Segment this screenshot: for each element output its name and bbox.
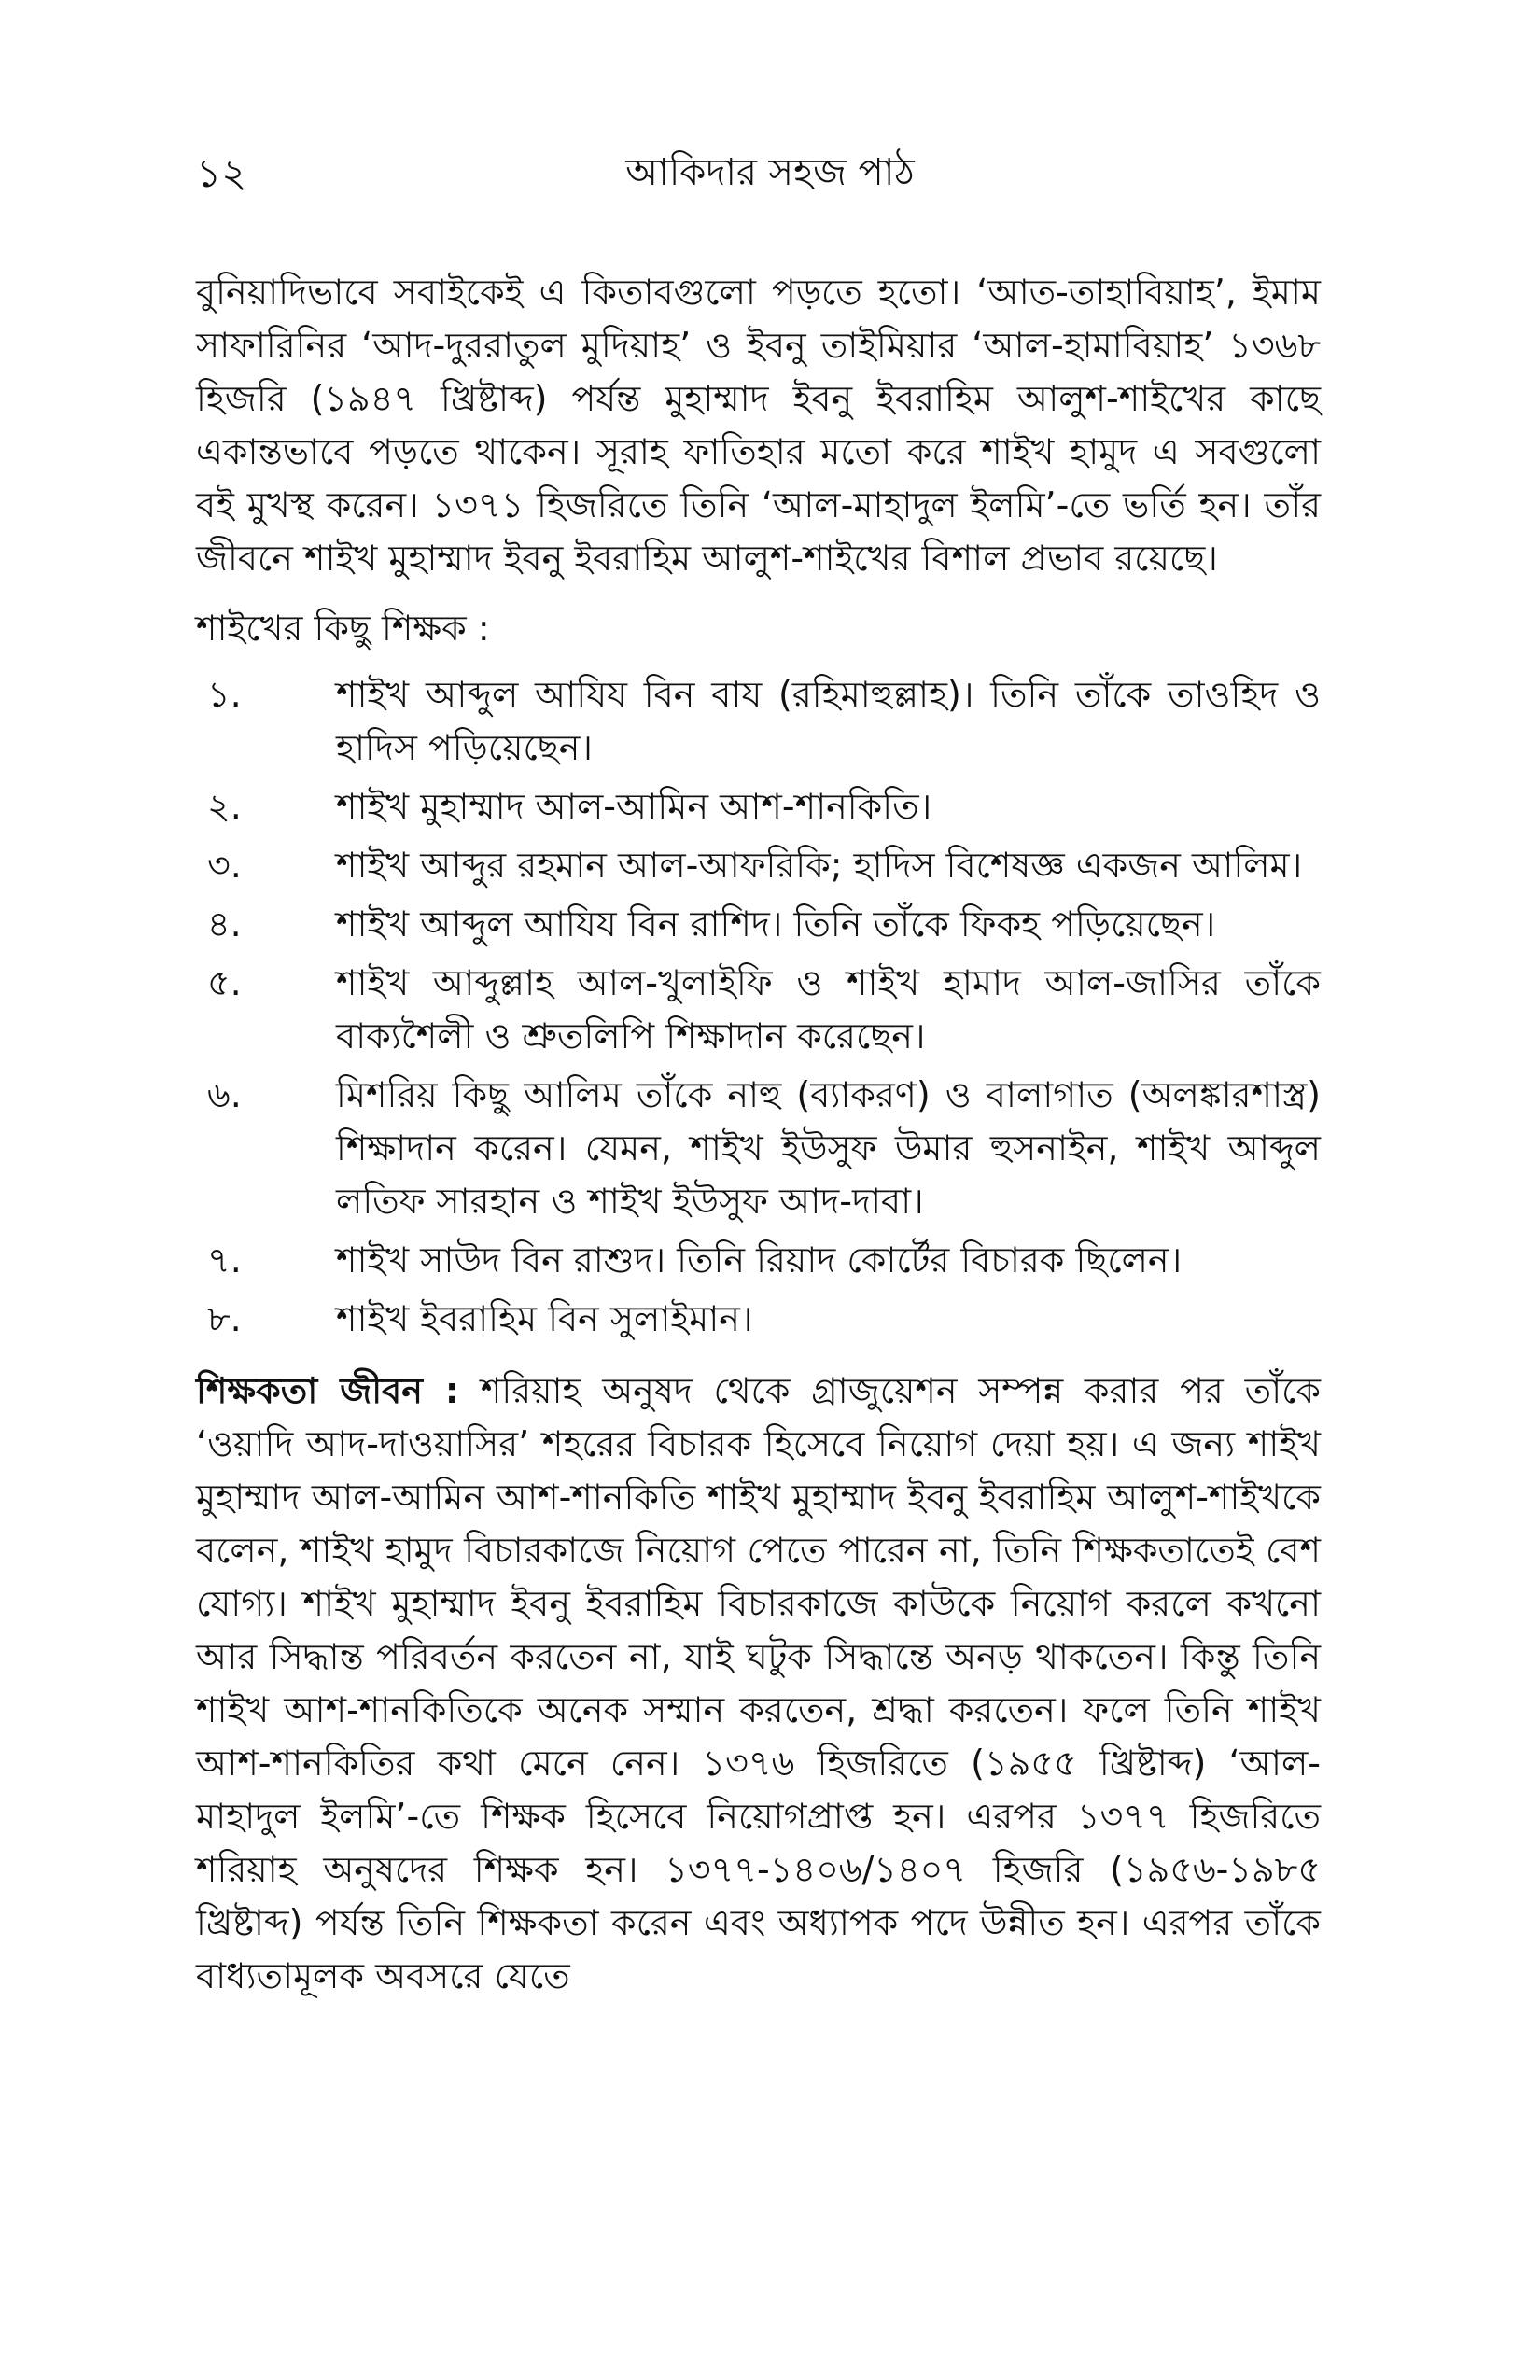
list-item-text: শাইখ আব্দুল আযিয বিন বায (রহিমাহুল্লাহ)। তিনি তাঁকে তাওহিদ ও হাদিস পড়িয়েছেন। xyxy=(336,674,1321,768)
list-item-text: শাইখ ইবরাহিম বিন সুলাইমান। xyxy=(336,1298,753,1339)
page-number: ১২ xyxy=(196,150,247,196)
list-item xyxy=(196,668,1321,775)
list-item xyxy=(196,780,1321,833)
list-item-text: শাইখ আব্দুর রহমান আল-আফরিকি; হাদিস বিশেষজ্ঞ একজন আলিম। xyxy=(336,845,1303,886)
list-item xyxy=(196,1234,1321,1287)
list-item-number: ৬. xyxy=(207,1074,242,1115)
intro-paragraph: বুনিয়াদিভাবে সবাইকেই এ কিতাবগুলো পড়তে হতো। ‘আত-তাহাবিয়াহ’, ইমাম সাফারিনির ‘আদ-দুররাতুল মুদিয়াহ’ ও ইবনু তাইমিয়ার ‘আল-হামাবিয়াহ’ ১৩৬৮ হিজরি (১৯৪৭ খ্রিষ্টাব্দ) পর্যন্ত মুহাম্মাদ ইবনু ইবরাহিম আলুশ-শাইখের কাছে একান্তভাবে পড়তে থাকেন। সূরাহ ফাতিহার মতো করে শাইখ হামুদ এ সবগুলো বই মুখস্থ করেন। ১৩৭১ হিজরিতে তিনি ‘আল-মাহাদুল ইলমি’-তে ভর্তি হন। তাঁর জীবনে শাইখ মুহাম্মাদ ইবনু ইবরাহিম আলুশ-শাইখের বিশাল প্রভাব রয়েছে। xyxy=(196,272,1321,579)
list-item-number: ১. xyxy=(207,674,242,715)
teaching-life-label: শিক্ষকতা জীবন : xyxy=(196,1370,460,1411)
list-item-number: ২. xyxy=(207,786,242,827)
list-item-text: শাইখ সাউদ বিন রাশুদ। তিনি রিয়াদ কোর্টের বিচারক ছিলেন। xyxy=(336,1239,1183,1281)
list-item-number: ৫. xyxy=(207,962,242,1003)
list-item-text: শাইখ আব্দুল আযিয বিন রাশিদ। তিনি তাঁকে ফিকহ পড়িয়েছেন। xyxy=(336,903,1216,945)
list-item-number: ৭. xyxy=(207,1239,242,1281)
list-item-number: ৪. xyxy=(207,903,242,945)
teaching-life-paragraph xyxy=(196,1365,1321,2003)
list-item xyxy=(196,1069,1321,1228)
teaching-life-text: শরিয়াহ অনুষদ থেকে গ্রাজুয়েশন সম্পন্ন করার পর তাঁকে ‘ওয়াদি আদ-দাওয়াসির’ শহরের বিচারক হিসেবে নিয়োগ দেয়া হয়। এ জন্য শাইখ মুহাম্মাদ আল-আমিন আশ-শানকিতি শাইখ মুহাম্মাদ ইবনু ইবরাহিম আলুশ-শাইখকে বলেন, শাইখ হামুদ বিচারকাজে নিয়োগ পেতে পারেন না, তিনি শিক্ষকতাতেই বেশ যোগ্য। শাইখ মুহাম্মাদ ইবনু ইবরাহিম বিচারকাজে কাউকে নিয়োগ করলে কখনো আর সিদ্ধান্ত পরিবর্তন করতেন না, যাই ঘটুক সিদ্ধান্তে অনড় থাকতেন। কিন্তু তিনি শাইখ আশ-শানকিতিকে অনেক সম্মান করতেন, শ্রদ্ধা করতেন। ফলে তিনি শাইখ আশ-শানকিতির কথা মেনে নেন। ১৩৭৬ হিজরিতে (১৯৫৫ খ্রিষ্টাব্দ) ‘আল-মাহাদুল ইলমি’-তে শিক্ষক হিসেবে নিয়োগপ্রাপ্ত হন। এরপর ১৩৭৭ হিজরিতে শরিয়াহ অনুষদের শিক্ষক হন। ১৩৭৭-১৪০৬/১৪০৭ হিজরি (১৯৫৬-১৯৮৫ খ্রিষ্টাব্দ) পর্যন্ত তিনি শিক্ষকতা করেন এবং অধ্যাপক পদে উন্নীত হন। এরপর তাঁকে বাধ্যতামূলক অবসরে যেতে xyxy=(196,1370,1321,1996)
list-item-text: শাইখ আব্দুল্লাহ আল-খুলাইফি ও শাইখ হামাদ আল-জাসির তাঁকে বাক্যশৈলী ও শ্রুতলিপি শিক্ষাদান করেছেন। xyxy=(336,962,1321,1057)
teachers-heading: শাইখের কিছু শিক্ষক : xyxy=(196,608,490,649)
list-item xyxy=(196,1293,1321,1346)
list-item xyxy=(196,957,1321,1063)
list-item xyxy=(196,839,1321,892)
list-item-text: মিশরিয় কিছু আলিম তাঁকে নাহু (ব্যাকরণ) ও বালাগাত (অলঙ্কারশাস্ত্র) শিক্ষাদান করেন। যেমন, শাইখ ইউসুফ উমার হুসনাইন, শাইখ আব্দুল লতিফ সারহান ও শাইখ ইউসুফ আদ-দাবা। xyxy=(336,1074,1321,1222)
list-item xyxy=(196,898,1321,951)
teachers-list xyxy=(196,668,1321,1346)
list-item-text: শাইখ মুহাম্মাদ আল-আমিন আশ-শানকিতি। xyxy=(336,786,932,827)
running-header-title: আকিদার সহজ পাঠ xyxy=(625,151,915,194)
page-body xyxy=(196,266,1321,2003)
list-item-number: ৮. xyxy=(207,1298,242,1339)
list-item-number: ৩. xyxy=(207,845,242,886)
